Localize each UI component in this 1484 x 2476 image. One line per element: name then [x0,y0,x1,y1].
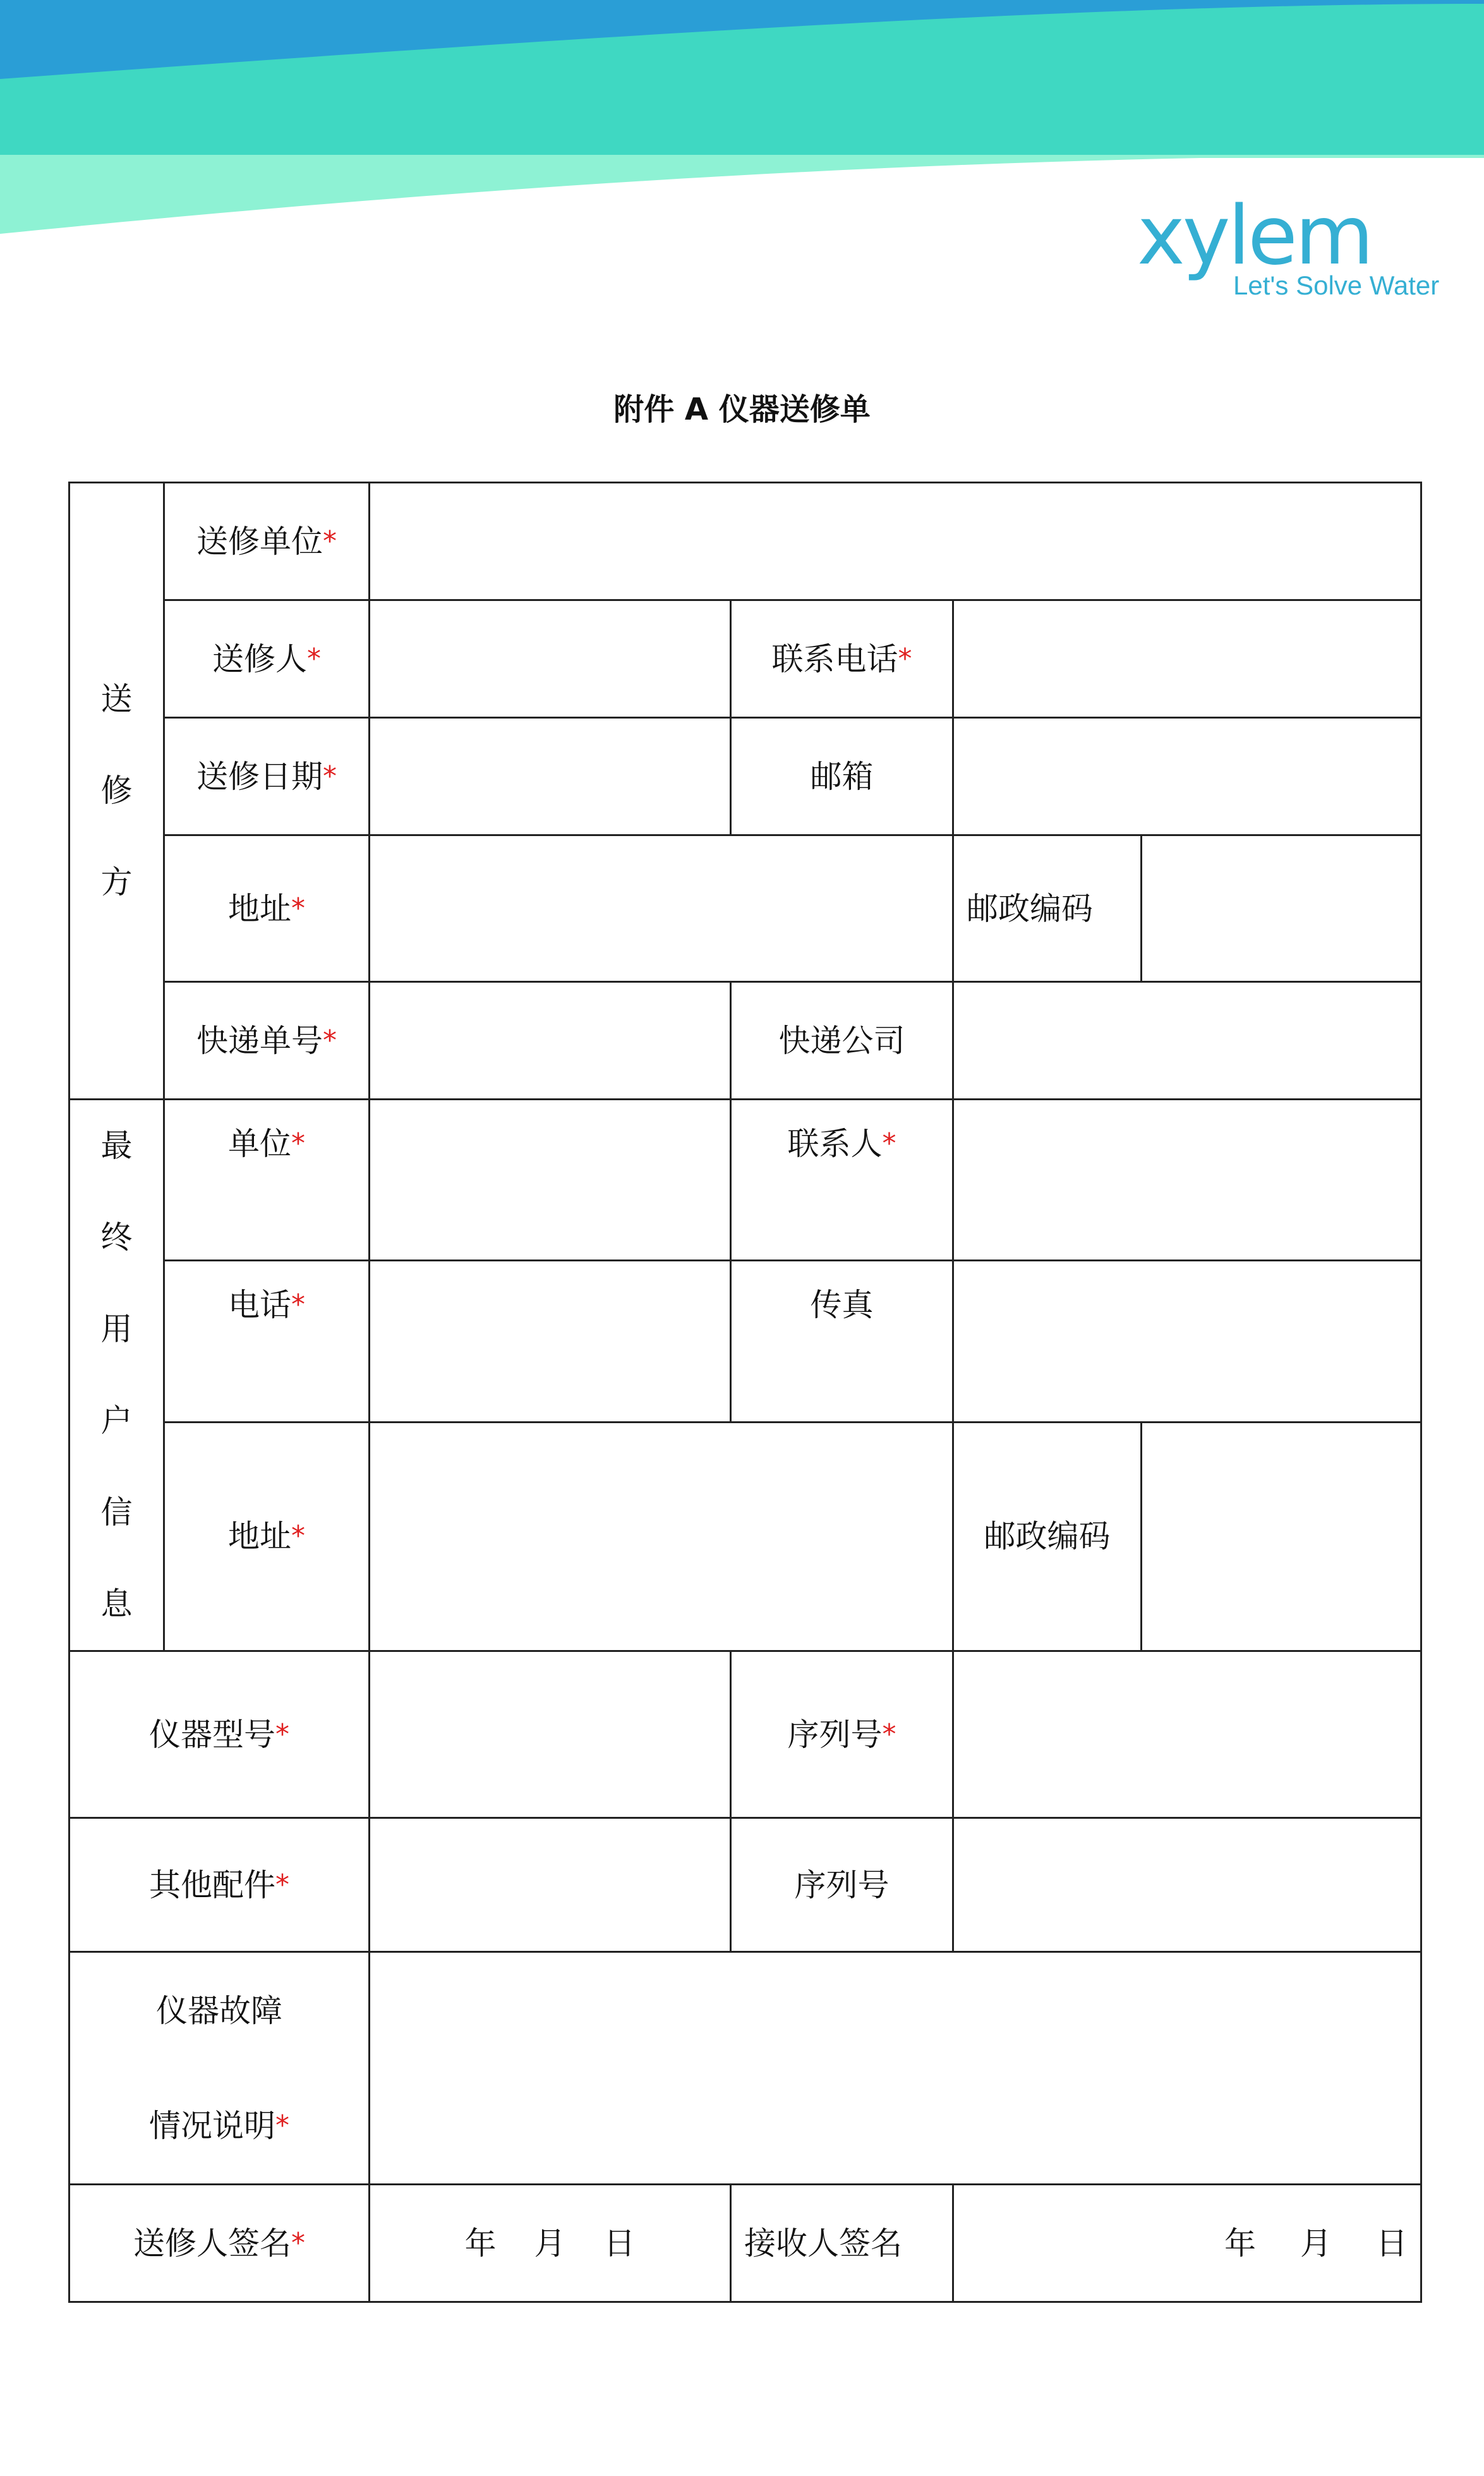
fax-input[interactable] [953,1261,1421,1422]
contact-person-label: 联系人* [731,1100,953,1261]
serial-no-label: 序列号* [731,1651,953,1818]
sender-signature-date[interactable]: 年 月 日 [370,2185,731,2302]
phone-input[interactable] [370,1261,731,1422]
postal-code-input[interactable] [1142,835,1421,982]
tracking-no-label: 快递单号* [164,982,370,1100]
contact-person-input[interactable] [953,1100,1421,1261]
receiver-signature-label: 接收人签名 [731,2185,953,2302]
xylem-logo [1137,189,1453,303]
serial-no-2-input[interactable] [953,1818,1421,1952]
send-date-input[interactable] [370,718,731,835]
sender-input[interactable] [370,600,731,718]
address-2-label: 地址* [164,1422,370,1651]
send-date-label: 送修日期* [164,718,370,835]
sender-signature-label: 送修人签名* [69,2185,370,2302]
postal-code-2-label: 邮政编码 [953,1422,1142,1651]
contact-phone-label: 联系电话* [731,600,953,718]
courier-label: 快递公司 [731,982,953,1100]
logo-wordmark: xylem [1137,189,1372,283]
end-user-group-label: 最终 用户 信息 [69,1100,164,1651]
model-input[interactable] [370,1651,731,1818]
unit-input[interactable] [370,1100,731,1261]
address-2-input[interactable] [370,1422,953,1651]
sender-unit-label: 送修单位* [164,483,370,600]
email-label: 邮箱 [731,718,953,835]
unit-label: 单位* [164,1100,370,1261]
fault-description-input[interactable] [370,1952,1421,2185]
model-label: 仪器型号* [69,1651,370,1818]
fault-description-label: 仪器故障 情况说明* [69,1952,370,2185]
contact-phone-input[interactable] [953,600,1421,718]
page-title: 附件 A 仪器送修单 [613,392,871,427]
address-label: 地址* [164,835,370,982]
postal-code-2-input[interactable] [1142,1422,1421,1651]
address-input[interactable] [370,835,953,982]
phone-label: 电话* [164,1261,370,1422]
fax-label: 传真 [731,1261,953,1422]
repair-form-table [68,482,1422,2303]
receiver-signature-date[interactable]: 年 月 日 [953,2185,1421,2302]
sender-label: 送修人* [164,600,370,718]
tracking-no-input[interactable] [370,982,731,1100]
accessories-label: 其他配件* [69,1818,370,1952]
serial-no-2-label: 序列号 [731,1818,953,1952]
accessories-input[interactable] [370,1818,731,1952]
postal-code-label: 邮政编码 [953,835,1142,982]
serial-no-input[interactable] [953,1651,1421,1818]
courier-input[interactable] [953,982,1421,1100]
logo-tagline: Let's Solve Water [1233,270,1440,300]
sender-unit-input[interactable] [370,483,1421,600]
sender-group-label: 送修 方 [69,483,164,1100]
email-input[interactable] [953,718,1421,835]
